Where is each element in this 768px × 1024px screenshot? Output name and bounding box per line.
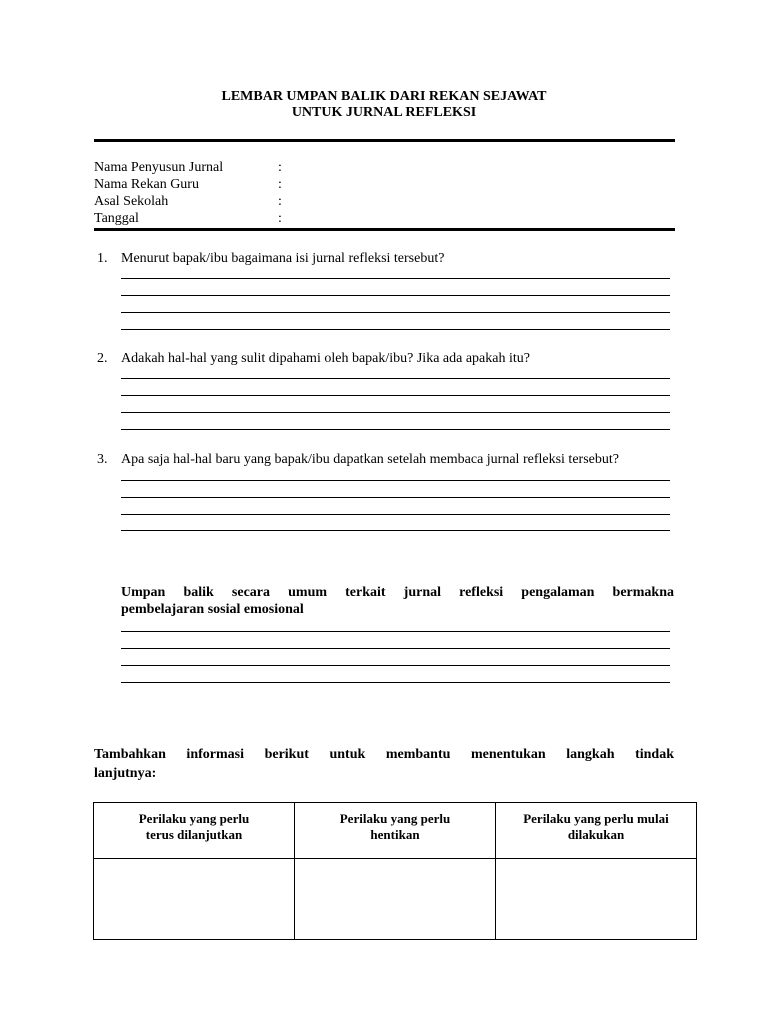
header-stop-line-1: Perilaku yang perlu bbox=[339, 811, 451, 826]
colon-tanggal: : bbox=[278, 211, 282, 226]
question-1-text: Menurut bapak/ibu bagaimana isi jurnal refleksi tersebut? bbox=[121, 251, 445, 266]
header-continue-line-2: terus dilanjutkan bbox=[145, 827, 243, 842]
page-title-line-1: LEMBAR UMPAN BALIK DARI REKAN SEJAWAT bbox=[221, 89, 547, 104]
identity-rule bbox=[94, 228, 675, 231]
answer-line bbox=[121, 395, 670, 396]
header-continue-line-1: Perilaku yang perlu bbox=[138, 811, 250, 826]
header-start-line-1: Perilaku yang perlu mulai bbox=[523, 811, 669, 826]
question-3-number: 3. bbox=[97, 452, 108, 467]
answer-line bbox=[121, 329, 670, 330]
answer-line bbox=[121, 312, 670, 313]
additional-info-heading-line-2: lanjutnya: bbox=[94, 766, 157, 781]
question-3-text: Apa saja hal-hal baru yang bapak/ibu dapatkan setelah membaca jurnal refleksi tersebut? bbox=[121, 452, 619, 467]
general-feedback-heading-line-1: Umpan balik secara umum terkait jurnal refleksi pengalaman bermakna bbox=[121, 585, 674, 600]
answer-line bbox=[121, 497, 670, 498]
question-2-number: 2. bbox=[97, 351, 108, 366]
question-2-text: Adakah hal-hal yang sulit dipahami oleh bapak/ibu? Jika ada apakah itu? bbox=[121, 351, 530, 366]
answer-line bbox=[121, 682, 670, 683]
answer-line bbox=[121, 648, 670, 649]
colon-nama-penyusun: : bbox=[278, 160, 282, 175]
behavior-table bbox=[93, 802, 697, 940]
answer-line bbox=[121, 295, 670, 296]
table-header-row bbox=[94, 803, 697, 859]
answer-line bbox=[121, 631, 670, 632]
answer-line bbox=[121, 665, 670, 666]
table-row bbox=[94, 859, 697, 940]
header-start bbox=[496, 803, 697, 859]
header-start-line-2: dilakukan bbox=[567, 827, 625, 842]
colon-nama-rekan: : bbox=[278, 177, 282, 192]
cell-start[interactable] bbox=[496, 859, 697, 940]
general-feedback-heading-line-2: pembelajaran sosial emosional bbox=[121, 602, 304, 617]
answer-line bbox=[121, 480, 670, 481]
question-1-number: 1. bbox=[97, 251, 108, 266]
colon-asal-sekolah: : bbox=[278, 194, 282, 209]
answer-line bbox=[121, 530, 670, 531]
header-continue bbox=[94, 803, 295, 859]
answer-line bbox=[121, 412, 670, 413]
label-asal-sekolah: Asal Sekolah bbox=[94, 194, 169, 209]
cell-continue[interactable] bbox=[94, 859, 295, 940]
additional-info-heading-line-1: Tambahkan informasi berikut untuk membantu menentukan langkah tindak bbox=[94, 747, 674, 762]
page-title-line-2: UNTUK JURNAL REFLEKSI bbox=[291, 105, 477, 120]
header-stop bbox=[295, 803, 496, 859]
answer-line bbox=[121, 429, 670, 430]
label-tanggal: Tanggal bbox=[94, 211, 139, 226]
answer-line bbox=[121, 378, 670, 379]
answer-line bbox=[121, 514, 670, 515]
cell-stop[interactable] bbox=[295, 859, 496, 940]
label-nama-rekan: Nama Rekan Guru bbox=[94, 177, 199, 192]
header-stop-line-2: hentikan bbox=[370, 827, 420, 842]
label-nama-penyusun: Nama Penyusun Jurnal bbox=[94, 160, 224, 175]
header-rule bbox=[94, 139, 675, 142]
answer-line bbox=[121, 278, 670, 279]
